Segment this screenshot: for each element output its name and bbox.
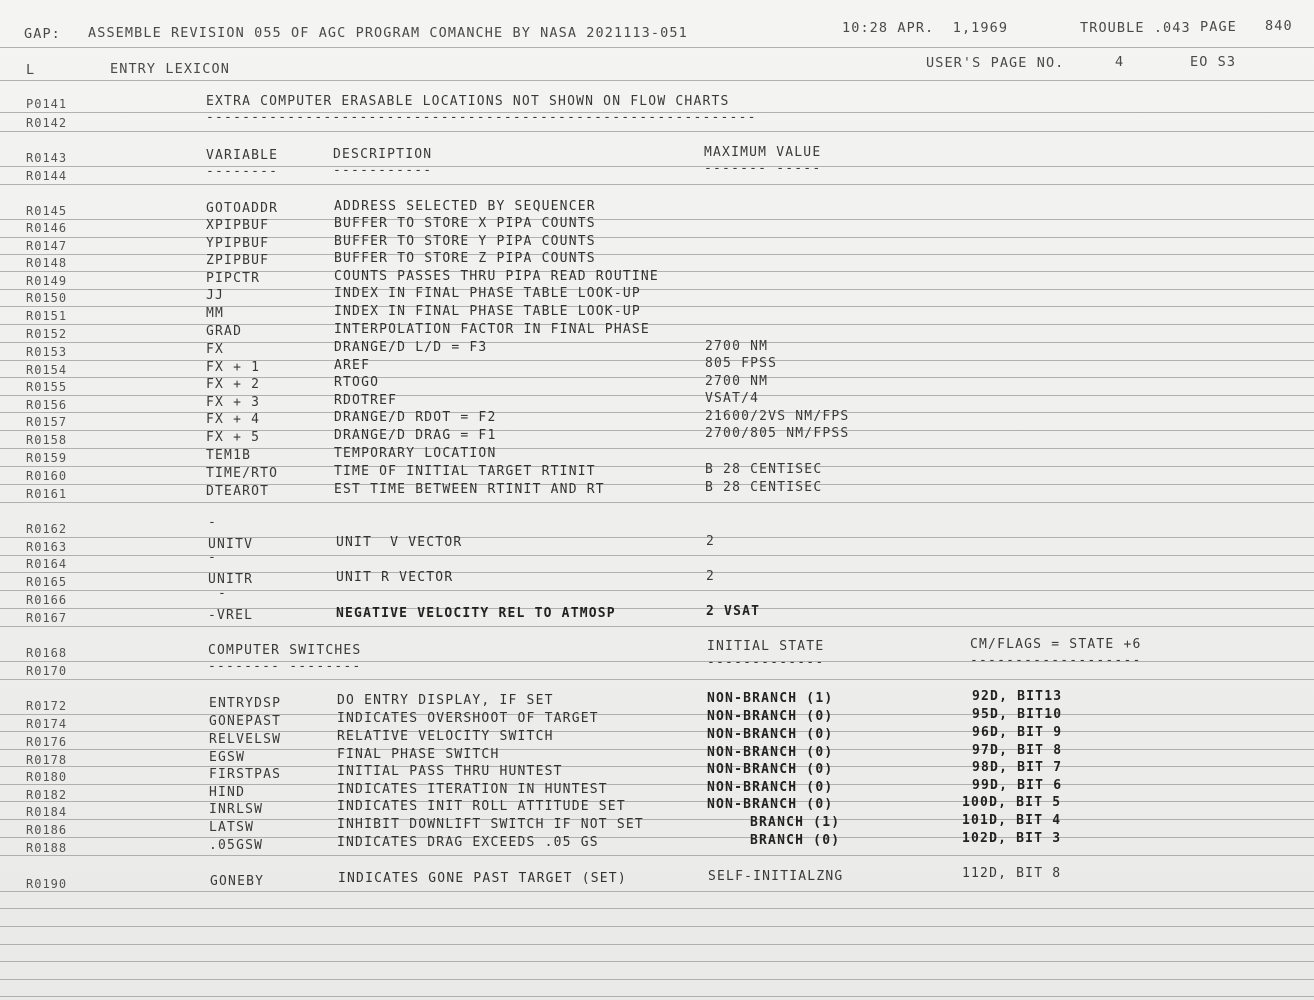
switch-initial-state: NON-BRANCH (0) (707, 727, 834, 742)
switch-initial-state: NON-BRANCH (0) (707, 780, 834, 795)
col-underline: ------- ----- (704, 161, 822, 176)
row-id: R0161 (26, 487, 68, 501)
variable-description: RDOTREF (334, 393, 398, 408)
switch-initial-state: NON-BRANCH (0) (707, 745, 834, 760)
variable-description: INTERPOLATION FACTOR IN FINAL PHASE (334, 322, 650, 337)
row-id: R0186 (26, 823, 68, 837)
variable-name: JJ (206, 288, 225, 303)
variable-name: UNITR (208, 572, 254, 587)
users-page-number: 4 (1115, 54, 1125, 70)
row-id: R0170 (26, 664, 68, 678)
switch-description: INITIAL PASS THRU HUNTEST (337, 764, 563, 779)
switch-flag-bit: 102D, BIT 3 (962, 831, 1062, 846)
row-id: R0143 (26, 151, 68, 165)
row-id: R0146 (26, 221, 68, 235)
variable-name: TEM1B (206, 448, 252, 463)
switch-name: ENTRYDSP (209, 696, 282, 711)
variable-name: FX + 2 (206, 377, 261, 392)
row-id: R0158 (26, 433, 68, 447)
switch-description: INDICATES INIT ROLL ATTITUDE SET (337, 799, 626, 814)
row-id: R0164 (26, 557, 68, 571)
variable-description: DRANGE/D DRAG = F1 (334, 428, 497, 443)
maximum-value: 2 (706, 569, 716, 584)
gap-label: GAP: (24, 26, 61, 42)
row-id: R0154 (26, 363, 68, 377)
col-header-description: DESCRIPTION (333, 147, 433, 162)
col-underline: ----------- (333, 163, 433, 178)
variable-description: INDEX IN FINAL PHASE TABLE LOOK-UP (334, 286, 641, 301)
row-id: R0162 (26, 522, 68, 536)
maximum-value: 2700 NM (705, 339, 769, 354)
switch-name: RELVELSW (209, 732, 282, 747)
page-label: PAGE (1200, 19, 1237, 35)
maximum-value: 2 (706, 534, 716, 549)
row-id: R0165 (26, 575, 68, 589)
col-header-initial-state: INITIAL STATE (707, 639, 825, 654)
switch-name: EGSW (209, 750, 246, 765)
switch-initial-state: BRANCH (0) (750, 833, 841, 848)
switch-initial-state: NON-BRANCH (0) (707, 709, 834, 724)
maximum-value: 805 FPSS (705, 356, 778, 371)
variable-name: FX + 4 (206, 412, 261, 427)
row-id: R0184 (26, 805, 68, 819)
variable-description: INDEX IN FINAL PHASE TABLE LOOK-UP (334, 304, 641, 319)
variable-name: GRAD (206, 324, 243, 339)
variable-description: UNIT V VECTOR (336, 535, 463, 550)
maximum-value: 2 VSAT (706, 604, 761, 619)
switch-flag-bit: 92D, BIT13 (972, 689, 1063, 704)
row-id: R0153 (26, 345, 68, 359)
row-id: R0172 (26, 699, 68, 713)
switch-description: DO ENTRY DISPLAY, IF SET (337, 693, 554, 708)
maximum-value: 21600/2VS NM/FPS (705, 409, 850, 424)
maximum-value: 2700/805 NM/FPSS (705, 426, 850, 441)
page-number: 840 (1265, 18, 1293, 34)
variable-description: NEGATIVE VELOCITY REL TO ATMOSP (336, 606, 616, 621)
switch-description: INDICATES DRAG EXCEEDS .05 GS (337, 835, 599, 850)
variable-name: TIME/RTO (206, 466, 279, 481)
switch-name: LATSW (209, 820, 255, 835)
dash-marker: - (218, 586, 228, 601)
variable-name: XPIPBUF (206, 218, 270, 233)
variable-name: DTEAROT (206, 484, 270, 499)
switch-flag-bit: 95D, BIT10 (972, 707, 1063, 722)
row-id: R0176 (26, 735, 68, 749)
row-id: R0167 (26, 611, 68, 625)
switch-flag-bit: 112D, BIT 8 (962, 866, 1062, 881)
switch-name: HIND (209, 785, 246, 800)
switch-name: GONEPAST (209, 714, 282, 729)
listing-mark: L (26, 62, 36, 78)
row-id: R0163 (26, 540, 68, 554)
row-id: R0159 (26, 451, 68, 465)
col-header-maximum-value: MAXIMUM VALUE (704, 145, 822, 160)
row-id: R0182 (26, 788, 68, 802)
variable-name: -VREL (208, 608, 254, 623)
switch-initial-state: BRANCH (1) (750, 815, 841, 830)
variable-description: BUFFER TO STORE X PIPA COUNTS (334, 216, 596, 231)
variable-description: DRANGE/D L/D = F3 (334, 340, 488, 355)
trouble-code: TROUBLE .043 (1080, 20, 1191, 36)
switch-description: INDICATES OVERSHOOT OF TARGET (337, 711, 599, 726)
row-id: R0148 (26, 256, 68, 270)
variable-description: COUNTS PASSES THRU PIPA READ ROUTINE (334, 269, 659, 284)
row-id: R0166 (26, 593, 68, 607)
col-header-variable: VARIABLE (206, 148, 279, 163)
row-id: R0152 (26, 327, 68, 341)
switch-flag-bit: 98D, BIT 7 (972, 760, 1063, 775)
variable-description: AREF (334, 358, 371, 373)
row-id: R0178 (26, 753, 68, 767)
variable-description: ADDRESS SELECTED BY SEQUENCER (334, 199, 596, 214)
col-underline: -------- (206, 164, 279, 179)
variable-description: BUFFER TO STORE Y PIPA COUNTS (334, 234, 596, 249)
switch-name: .05GSW (209, 838, 264, 853)
col-header-computer-switches: COMPUTER SWITCHES (208, 643, 362, 658)
variable-name: YPIPBUF (206, 236, 270, 251)
section-heading: EXTRA COMPUTER ERASABLE LOCATIONS NOT SHOWN ON FLOW CHARTS (206, 94, 730, 109)
variable-description: UNIT R VECTOR (336, 570, 454, 585)
switch-description: INHIBIT DOWNLIFT SWITCH IF NOT SET (337, 817, 644, 832)
variable-description: RTOGO (334, 375, 380, 390)
dash-marker: - (208, 550, 218, 565)
heading-underline: ------------------------------------------------------------- (206, 110, 757, 125)
variable-name: UNITV (208, 537, 254, 552)
switch-description: INDICATES ITERATION IN HUNTEST (337, 782, 608, 797)
switch-flag-bit: 101D, BIT 4 (962, 813, 1062, 828)
variable-description: TIME OF INITIAL TARGET RTINIT (334, 464, 596, 479)
maximum-value: VSAT/4 (705, 391, 760, 406)
switch-description: INDICATES GONE PAST TARGET (SET) (338, 871, 627, 886)
variable-description: BUFFER TO STORE Z PIPA COUNTS (334, 251, 596, 266)
dash-marker: - (208, 515, 218, 530)
variable-name: ZPIPBUF (206, 253, 270, 268)
row-id: R0180 (26, 770, 68, 784)
row-id: R0145 (26, 204, 68, 218)
switch-name: INRLSW (209, 802, 264, 817)
row-id: R0188 (26, 841, 68, 855)
assemble-line: ASSEMBLE REVISION 055 OF AGC PROGRAM COMANCHE BY NASA 2021113-051 (88, 25, 688, 41)
col-underline: ------------- (707, 655, 825, 670)
row-id: R0157 (26, 415, 68, 429)
row-id: P0141 (26, 97, 68, 111)
col-header-cm-flags: CM/FLAGS = STATE +6 (970, 637, 1142, 652)
variable-name: FX + 3 (206, 395, 261, 410)
eo-code: EO S3 (1190, 54, 1237, 70)
row-id: R0150 (26, 291, 68, 305)
variable-name: MM (206, 306, 225, 321)
row-id: R0142 (26, 116, 68, 130)
variable-description: TEMPORARY LOCATION (334, 446, 497, 461)
switch-flag-bit: 100D, BIT 5 (962, 795, 1062, 810)
switch-initial-state: SELF-INITIALZNG (708, 869, 844, 884)
switch-description: RELATIVE VELOCITY SWITCH (337, 729, 554, 744)
col-underline: -------- -------- (208, 659, 362, 674)
switch-name: FIRSTPAS (209, 767, 282, 782)
variable-name: FX + 1 (206, 360, 261, 375)
switch-flag-bit: 97D, BIT 8 (972, 743, 1063, 758)
row-id: R0149 (26, 274, 68, 288)
row-id: R0168 (26, 646, 68, 660)
section-title: ENTRY LEXICON (110, 61, 230, 77)
switch-initial-state: NON-BRANCH (1) (707, 691, 834, 706)
switch-initial-state: NON-BRANCH (0) (707, 762, 834, 777)
switch-description: FINAL PHASE SWITCH (337, 747, 500, 762)
switch-flag-bit: 96D, BIT 9 (972, 725, 1063, 740)
row-id: R0190 (26, 877, 68, 891)
maximum-value: B 28 CENTISEC (705, 462, 823, 477)
variable-name: FX (206, 342, 225, 357)
variable-description: DRANGE/D RDOT = F2 (334, 410, 497, 425)
row-id: R0147 (26, 239, 68, 253)
variable-name: PIPCTR (206, 271, 261, 286)
timestamp: 10:28 APR. 1,1969 (842, 20, 1009, 36)
switch-initial-state: NON-BRANCH (0) (707, 797, 834, 812)
row-id: R0156 (26, 398, 68, 412)
variable-name: FX + 5 (206, 430, 261, 445)
maximum-value: 2700 NM (705, 374, 769, 389)
row-id: R0174 (26, 717, 68, 731)
switch-flag-bit: 99D, BIT 6 (972, 778, 1063, 793)
row-id: R0155 (26, 380, 68, 394)
maximum-value: B 28 CENTISEC (705, 480, 823, 495)
row-id: R0144 (26, 169, 68, 183)
variable-description: EST TIME BETWEEN RTINIT AND RT (334, 482, 605, 497)
row-id: R0160 (26, 469, 68, 483)
variable-name: GOTOADDR (206, 201, 279, 216)
col-underline: ------------------- (970, 653, 1142, 668)
row-id: R0151 (26, 309, 68, 323)
switch-name: GONEBY (210, 874, 265, 889)
users-page-label: USER'S PAGE NO. (926, 55, 1065, 71)
